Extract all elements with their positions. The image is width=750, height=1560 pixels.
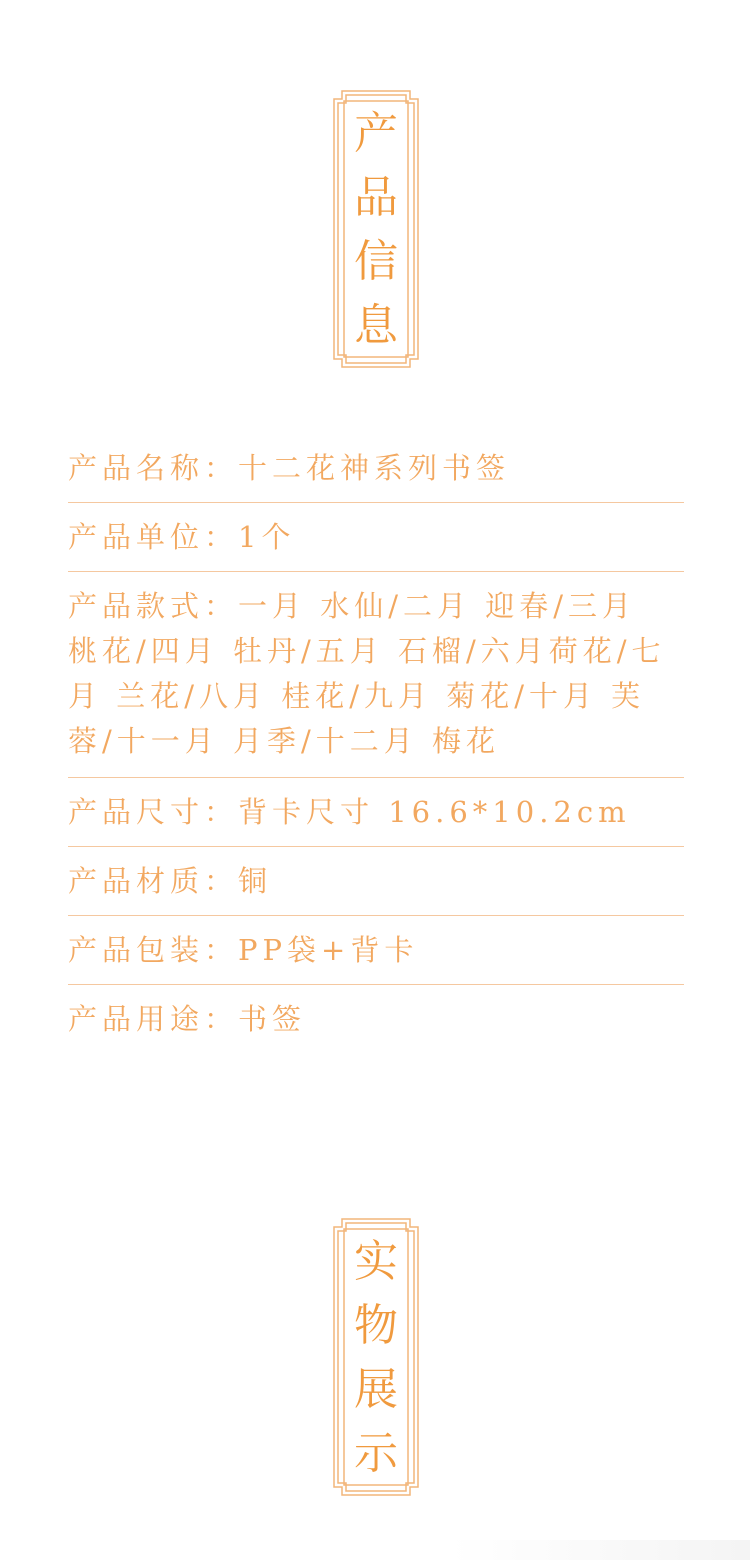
title-char: 实 [354, 1236, 398, 1287]
info-value: 1个 [238, 520, 296, 554]
info-label: 产品款式： [68, 589, 239, 623]
info-value: 铜 [238, 864, 273, 898]
info-value: 书签 [238, 1002, 307, 1036]
info-row-styles [68, 572, 684, 777]
title-char: 息 [354, 300, 398, 351]
info-value: 背卡尺寸 16.6*10.2cm [238, 795, 631, 829]
title-char: 示 [354, 1428, 398, 1479]
title-char: 品 [354, 172, 398, 223]
info-value: PP袋+背卡 [238, 933, 419, 967]
title-char: 物 [354, 1300, 398, 1351]
info-value: 十二花神系列书签 [238, 451, 511, 485]
info-label: 产品名称： [68, 451, 239, 485]
info-label: 产品单位： [68, 520, 239, 554]
title-char: 展 [354, 1364, 398, 1415]
info-row-unit [68, 503, 684, 571]
product-info-title-plaque [333, 90, 419, 368]
title-char: 信 [354, 236, 398, 287]
info-row-size [68, 778, 684, 846]
info-label: 产品材质： [68, 864, 239, 898]
info-row-name [68, 434, 684, 502]
info-row-material [68, 847, 684, 915]
product-info-list [68, 434, 684, 1053]
title-char: 产 [354, 108, 398, 159]
info-label: 产品包装： [68, 933, 239, 967]
real-product-title-plaque [333, 1218, 419, 1496]
info-row-usage [68, 985, 684, 1053]
info-label: 产品用途： [68, 1002, 239, 1036]
info-value: 一月 水仙/二月 迎春/三月 桃花/四月 牡丹/五月 石榴/六月荷花/七月 兰花/八月 桂花/九月 菊花/十月 芙蓉/十一月 月季/十二月 梅花 [68, 589, 666, 758]
bottom-edge-shade [0, 1540, 750, 1560]
info-label: 产品尺寸： [68, 795, 239, 829]
info-row-packaging [68, 916, 684, 984]
